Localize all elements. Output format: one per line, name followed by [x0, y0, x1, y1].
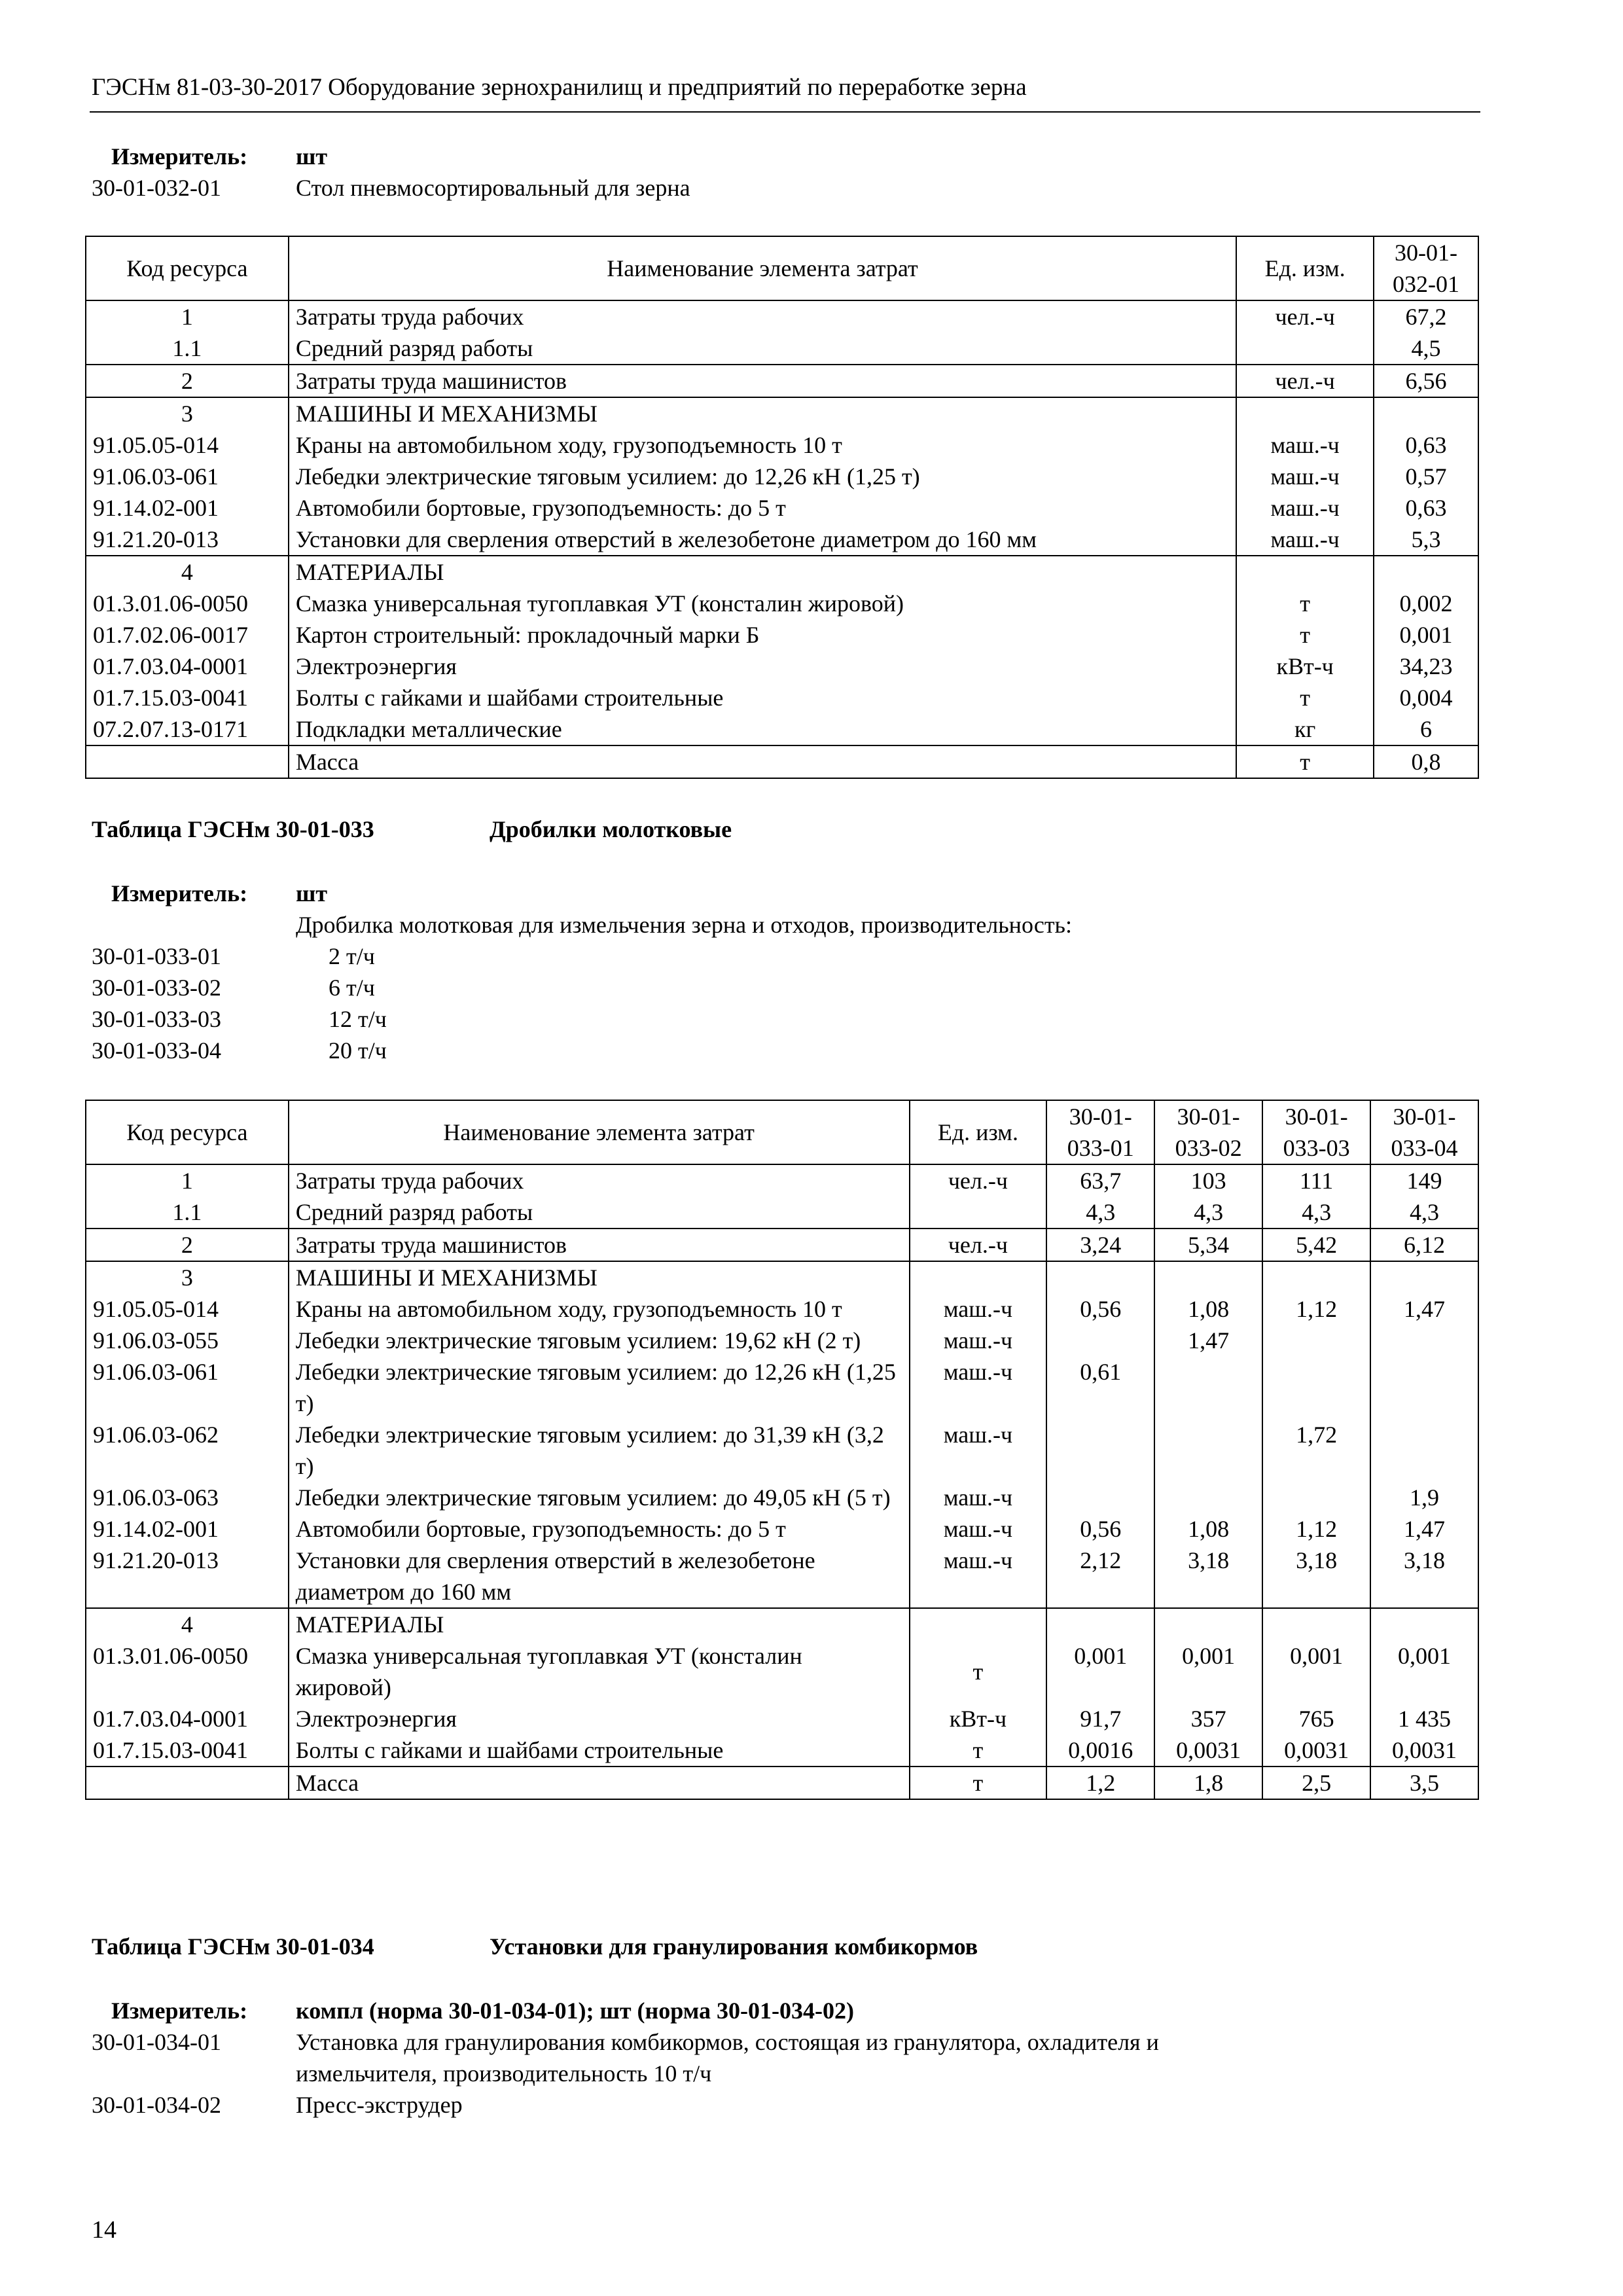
value-cell [1370, 1608, 1478, 1640]
unit-cell [1236, 332, 1374, 365]
norm-code: 30-01-033-04 [92, 1037, 221, 1064]
table-row [86, 365, 1478, 397]
table-row [86, 713, 1478, 745]
table-row [86, 1293, 1478, 1325]
meter-label: Измеритель: [111, 1998, 248, 2024]
resource-table-032 [85, 236, 1479, 779]
norm-name-cont: измельчителя, производительность 10 т/ч [296, 2060, 712, 2087]
value-cell: 1,08 [1154, 1513, 1262, 1545]
resource-name-cell: Электроэнергия [289, 1703, 910, 1734]
value-cell [1262, 1356, 1370, 1419]
column-header: Наименование элемента затрат [289, 1100, 910, 1164]
norm-code: 30-01-034-01 [92, 2029, 221, 2055]
value-cell: 0,0031 [1370, 1734, 1478, 1767]
table-row [86, 1482, 1478, 1513]
resource-name-cell: Электроэнергия [289, 651, 1236, 682]
resource-code-cell: 91.06.03-061 [86, 461, 289, 492]
column-header: 30-01- 033-03 [1262, 1100, 1370, 1164]
table-row [86, 429, 1478, 461]
table-row [86, 492, 1478, 524]
unit-cell: т [910, 1640, 1047, 1703]
value-cell: 0,004 [1374, 682, 1478, 713]
norm-name: 6 т/ч [329, 975, 375, 1001]
value-cell: 5,3 [1374, 524, 1478, 556]
value-cell [1154, 1261, 1262, 1293]
meter-label: Измеритель: [111, 143, 248, 170]
resource-code-cell: 01.7.03.04-0001 [86, 1703, 289, 1734]
resource-code-cell: 01.3.01.06-0050 [86, 588, 289, 619]
table-row [86, 1734, 1478, 1767]
resource-name-cell: Лебедки электрические тяговым усилием: до 12,26 кН (1,25 т) [289, 461, 1236, 492]
norm-name: 12 т/ч [329, 1006, 387, 1032]
value-cell [1262, 1325, 1370, 1356]
resource-name-cell: Затраты труда машинистов [289, 1229, 910, 1261]
value-cell [1374, 397, 1478, 429]
unit-cell: маш.-ч [910, 1482, 1047, 1513]
resource-name-cell: Затраты труда рабочих [289, 1164, 910, 1196]
value-cell: 149 [1370, 1164, 1478, 1196]
norm-code: 30-01-032-01 [92, 175, 221, 201]
value-cell: 3,18 [1262, 1545, 1370, 1608]
resource-name-cell: Болты с гайками и шайбами строительные [289, 1734, 910, 1767]
table-row [86, 524, 1478, 556]
value-cell: 1,12 [1262, 1293, 1370, 1325]
resource-name-cell: МАТЕРИАЛЫ [289, 1608, 910, 1640]
value-cell [1046, 1482, 1154, 1513]
resource-name-cell: Масса [289, 745, 1236, 778]
table-row [86, 1261, 1478, 1293]
table-row [86, 682, 1478, 713]
resource-name-cell: МАШИНЫ И МЕХАНИЗМЫ [289, 1261, 910, 1293]
column-header: Код ресурса [86, 1100, 289, 1164]
value-cell: 2,5 [1262, 1767, 1370, 1799]
unit-cell: маш.-ч [910, 1325, 1047, 1356]
table-row [86, 332, 1478, 365]
unit-cell: т [1236, 588, 1374, 619]
value-cell: 5,34 [1154, 1229, 1262, 1261]
value-cell: 0,0031 [1262, 1734, 1370, 1767]
unit-cell [910, 1261, 1047, 1293]
unit-cell: т [1236, 745, 1374, 778]
resource-name-cell: Средний разряд работы [289, 1196, 910, 1229]
table-row [86, 1356, 1478, 1419]
resource-code-cell: 91.21.20-013 [86, 524, 289, 556]
table-title: Таблица ГЭСНм 30-01-033 [92, 816, 374, 842]
resource-code-cell: 4 [86, 556, 289, 588]
unit-cell: маш.-ч [910, 1513, 1047, 1545]
table-row [86, 1608, 1478, 1640]
value-cell: 0,001 [1262, 1640, 1370, 1703]
value-cell [1370, 1261, 1478, 1293]
value-cell [1154, 1356, 1262, 1419]
unit-cell: маш.-ч [910, 1293, 1047, 1325]
unit-cell: маш.-ч [1236, 461, 1374, 492]
resource-code-cell: 01.7.03.04-0001 [86, 651, 289, 682]
resource-name-cell: Краны на автомобильном ходу, грузоподъемность 10 т [289, 429, 1236, 461]
page-number: 14 [92, 2216, 116, 2244]
table-row [86, 651, 1478, 682]
meter-label: Измеритель: [111, 880, 248, 906]
norm-code: 30-01-034-02 [92, 2092, 221, 2118]
value-cell [1374, 556, 1478, 588]
resource-name-cell: Установки для сверления отверстий в железобетоне диаметром до 160 мм [289, 1545, 910, 1608]
unit-cell: чел.-ч [910, 1164, 1047, 1196]
value-cell [1046, 1261, 1154, 1293]
value-cell: 1,47 [1370, 1513, 1478, 1545]
unit-cell [910, 1608, 1047, 1640]
resource-code-cell: 91.06.03-062 [86, 1419, 289, 1482]
value-cell: 63,7 [1046, 1164, 1154, 1196]
resource-code-cell: 91.05.05-014 [86, 1293, 289, 1325]
resource-name-cell: Смазка универсальная тугоплавкая УТ (консталин жировой) [289, 588, 1236, 619]
column-header: Ед. изм. [1236, 236, 1374, 300]
value-cell: 3,24 [1046, 1229, 1154, 1261]
resource-code-cell: 4 [86, 1608, 289, 1640]
value-cell: 1 435 [1370, 1703, 1478, 1734]
table-row [86, 1513, 1478, 1545]
norm-name: Пресс-экструдер [296, 2092, 463, 2118]
resource-code-cell: 1 [86, 300, 289, 332]
table-row [86, 1419, 1478, 1482]
value-cell: 0,57 [1374, 461, 1478, 492]
norm-name: Установка для гранулирования комбикормов, состоящая из гранулятора, охладителя и [296, 2029, 1159, 2055]
resource-name-cell: МАШИНЫ И МЕХАНИЗМЫ [289, 397, 1236, 429]
resource-code-cell: 07.2.07.13-0171 [86, 713, 289, 745]
resource-name-cell: Масса [289, 1767, 910, 1799]
value-cell [1370, 1419, 1478, 1482]
value-cell: 1,12 [1262, 1513, 1370, 1545]
value-cell: 0,001 [1154, 1640, 1262, 1703]
value-cell: 2,12 [1046, 1545, 1154, 1608]
value-cell: 91,7 [1046, 1703, 1154, 1734]
running-header: ГЭСНм 81-03-30-2017 Оборудование зернохранилищ и предприятий по переработке зерна [92, 74, 1027, 101]
unit-cell: кВт-ч [910, 1703, 1047, 1734]
table-row [86, 556, 1478, 588]
resource-code-cell: 1.1 [86, 1196, 289, 1229]
column-header: 30-01- 033-01 [1046, 1100, 1154, 1164]
value-cell: 0,56 [1046, 1293, 1154, 1325]
value-cell: 1,8 [1154, 1767, 1262, 1799]
resource-name-cell: Лебедки электрические тяговым усилием: до 49,05 кН (5 т) [289, 1482, 910, 1513]
column-header: 30-01- 033-02 [1154, 1100, 1262, 1164]
value-cell: 1,72 [1262, 1419, 1370, 1482]
resource-name-cell: Автомобили бортовые, грузоподъемность: до 5 т [289, 492, 1236, 524]
column-header: Наименование элемента затрат [289, 236, 1236, 300]
norm-name: Стол пневмосортировальный для зерна [296, 175, 690, 201]
header-rule [90, 111, 1480, 113]
value-cell: 0,001 [1370, 1640, 1478, 1703]
resource-code-cell: 91.14.02-001 [86, 492, 289, 524]
resource-code-cell: 3 [86, 1261, 289, 1293]
resource-name-cell: Картон строительный: прокладочный марки Б [289, 619, 1236, 651]
resource-name-cell: Подкладки металлические [289, 713, 1236, 745]
resource-name-cell: Средний разряд работы [289, 332, 1236, 365]
table-row [86, 300, 1478, 332]
value-cell: 0,001 [1046, 1640, 1154, 1703]
table-row [86, 397, 1478, 429]
value-cell: 6 [1374, 713, 1478, 745]
table-row [86, 1703, 1478, 1734]
value-cell: 0,0031 [1154, 1734, 1262, 1767]
unit-cell: маш.-ч [1236, 492, 1374, 524]
value-cell [1370, 1356, 1478, 1419]
value-cell: 1,08 [1154, 1293, 1262, 1325]
unit-cell [1236, 556, 1374, 588]
resource-name-cell: Болты с гайками и шайбами строительные [289, 682, 1236, 713]
table-name: Дробилки молотковые [490, 816, 732, 842]
value-cell: 0,0016 [1046, 1734, 1154, 1767]
unit-cell: кг [1236, 713, 1374, 745]
value-cell [1154, 1419, 1262, 1482]
norm-name: 20 т/ч [329, 1037, 387, 1064]
resource-name-cell: МАТЕРИАЛЫ [289, 556, 1236, 588]
unit-cell: т [910, 1767, 1047, 1799]
column-header: Код ресурса [86, 236, 289, 300]
value-cell: 3,18 [1154, 1545, 1262, 1608]
table-title: Таблица ГЭСНм 30-01-034 [92, 1933, 374, 1960]
value-cell: 3,18 [1370, 1545, 1478, 1608]
value-cell: 1,47 [1154, 1325, 1262, 1356]
resource-code-cell: 2 [86, 365, 289, 397]
resource-code-cell: 2 [86, 1229, 289, 1261]
value-cell [1370, 1325, 1478, 1356]
norm-name: 2 т/ч [329, 943, 375, 969]
norm-intro: Дробилка молотковая для измельчения зерна и отходов, производительность: [296, 912, 1072, 938]
value-cell: 1,9 [1370, 1482, 1478, 1513]
table-row [86, 1767, 1478, 1799]
resource-name-cell: Лебедки электрические тяговым усилием: до 31,39 кН (3,2 т) [289, 1419, 910, 1482]
resource-code-cell: 1.1 [86, 332, 289, 365]
resource-code-cell: 91.05.05-014 [86, 429, 289, 461]
unit-cell: маш.-ч [910, 1356, 1047, 1419]
value-cell: 6,12 [1370, 1229, 1478, 1261]
resource-code-cell [86, 1767, 289, 1799]
value-cell: 34,23 [1374, 651, 1478, 682]
column-header: Ед. изм. [910, 1100, 1047, 1164]
value-cell: 4,3 [1370, 1196, 1478, 1229]
resource-name-cell: Краны на автомобильном ходу, грузоподъемность 10 т [289, 1293, 910, 1325]
resource-name-cell: Затраты труда машинистов [289, 365, 1236, 397]
meter-value: шт [296, 880, 328, 906]
resource-code-cell: 91.06.03-063 [86, 1482, 289, 1513]
unit-cell: т [1236, 682, 1374, 713]
resource-code-cell [86, 745, 289, 778]
value-cell [1046, 1608, 1154, 1640]
meter-value: шт [296, 143, 328, 170]
norm-code: 30-01-033-03 [92, 1006, 221, 1032]
resource-code-cell: 91.06.03-055 [86, 1325, 289, 1356]
table-row [86, 1545, 1478, 1608]
unit-cell: чел.-ч [910, 1229, 1047, 1261]
value-cell: 0,56 [1046, 1513, 1154, 1545]
table-row [86, 1229, 1478, 1261]
value-cell: 1,47 [1370, 1293, 1478, 1325]
table-row [86, 1640, 1478, 1703]
resource-name-cell: Автомобили бортовые, грузоподъемность: до 5 т [289, 1513, 910, 1545]
value-cell: 111 [1262, 1164, 1370, 1196]
resource-name-cell: Смазка универсальная тугоплавкая УТ (консталин жировой) [289, 1640, 910, 1703]
resource-name-cell: Лебедки электрические тяговым усилием: 19,62 кН (2 т) [289, 1325, 910, 1356]
unit-cell [910, 1196, 1047, 1229]
value-cell [1154, 1482, 1262, 1513]
value-cell: 0,63 [1374, 492, 1478, 524]
resource-code-cell: 01.7.15.03-0041 [86, 682, 289, 713]
meter-value: компл (норма 30-01-034-01); шт (норма 30-01-034-02) [296, 1998, 854, 2024]
unit-cell: маш.-ч [910, 1419, 1047, 1482]
value-cell: 4,3 [1046, 1196, 1154, 1229]
table-row [86, 1164, 1478, 1196]
unit-cell [1236, 397, 1374, 429]
resource-name-cell: Затраты труда рабочих [289, 300, 1236, 332]
value-cell [1154, 1608, 1262, 1640]
table-name: Установки для гранулирования комбикормов [490, 1933, 978, 1960]
value-cell [1262, 1261, 1370, 1293]
unit-cell: т [1236, 619, 1374, 651]
table-row [86, 619, 1478, 651]
value-cell [1046, 1419, 1154, 1482]
column-header: 30-01- 032-01 [1374, 236, 1478, 300]
value-cell: 6,56 [1374, 365, 1478, 397]
value-cell: 4,5 [1374, 332, 1478, 365]
table-row [86, 745, 1478, 778]
value-cell: 5,42 [1262, 1229, 1370, 1261]
resource-code-cell: 91.14.02-001 [86, 1513, 289, 1545]
value-cell: 4,3 [1154, 1196, 1262, 1229]
unit-cell: т [910, 1734, 1047, 1767]
value-cell [1262, 1608, 1370, 1640]
resource-code-cell: 91.06.03-061 [86, 1356, 289, 1419]
norm-code: 30-01-033-01 [92, 943, 221, 969]
resource-code-cell: 91.21.20-013 [86, 1545, 289, 1608]
value-cell [1262, 1482, 1370, 1513]
column-header: 30-01- 033-04 [1370, 1100, 1478, 1164]
resource-code-cell: 01.7.02.06-0017 [86, 619, 289, 651]
table-row [86, 1196, 1478, 1229]
value-cell: 0,61 [1046, 1356, 1154, 1419]
resource-code-cell: 1 [86, 1164, 289, 1196]
table-row [86, 1325, 1478, 1356]
unit-cell: маш.-ч [1236, 524, 1374, 556]
resource-code-cell: 01.3.01.06-0050 [86, 1640, 289, 1703]
value-cell: 0,8 [1374, 745, 1478, 778]
value-cell: 0,63 [1374, 429, 1478, 461]
table-row [86, 588, 1478, 619]
value-cell: 0,002 [1374, 588, 1478, 619]
value-cell: 357 [1154, 1703, 1262, 1734]
resource-code-cell: 3 [86, 397, 289, 429]
resource-code-cell: 01.7.15.03-0041 [86, 1734, 289, 1767]
resource-name-cell: Лебедки электрические тяговым усилием: до 12,26 кН (1,25 т) [289, 1356, 910, 1419]
unit-cell: маш.-ч [910, 1545, 1047, 1608]
value-cell: 0,001 [1374, 619, 1478, 651]
unit-cell: маш.-ч [1236, 429, 1374, 461]
norm-code: 30-01-033-02 [92, 975, 221, 1001]
value-cell: 1,2 [1046, 1767, 1154, 1799]
value-cell: 103 [1154, 1164, 1262, 1196]
value-cell: 3,5 [1370, 1767, 1478, 1799]
value-cell: 4,3 [1262, 1196, 1370, 1229]
value-cell [1046, 1325, 1154, 1356]
table-row [86, 461, 1478, 492]
resource-name-cell: Установки для сверления отверстий в железобетоне диаметром до 160 мм [289, 524, 1236, 556]
value-cell: 765 [1262, 1703, 1370, 1734]
value-cell: 67,2 [1374, 300, 1478, 332]
resource-table-033 [85, 1100, 1479, 1800]
unit-cell: чел.-ч [1236, 365, 1374, 397]
unit-cell: чел.-ч [1236, 300, 1374, 332]
unit-cell: кВт-ч [1236, 651, 1374, 682]
